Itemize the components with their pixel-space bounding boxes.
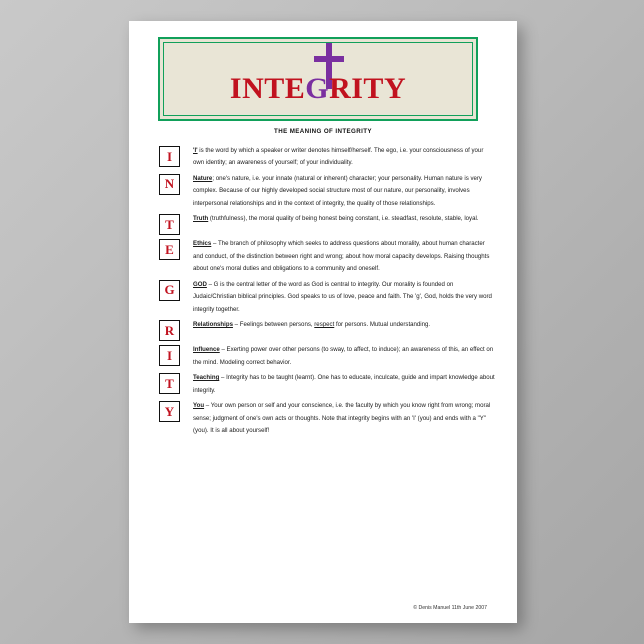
poster — [129, 21, 517, 623]
entry-row — [129, 344, 517, 369]
entry-text: 'I' is the word by which a speaker or writer denotes himself/herself. The ego, i.e. your consciousness of your own identity; an awareness of yourself; of your individuality. — [193, 147, 484, 167]
copyright-credit: © Denis Manuel 11th June 2007 — [413, 605, 487, 611]
entry-text: Teaching – Integrity has to be taught (learnt). One has to educate, inculcate, guide and impart knowledge about integrity. — [193, 374, 495, 394]
entry-row — [129, 319, 517, 341]
entry-letter-box: T — [159, 214, 180, 235]
entry-row — [129, 279, 517, 316]
entry-row — [129, 173, 517, 210]
entry-letter-box: Y — [159, 401, 180, 422]
entry-text: Ethics – The branch of philosophy which seeks to address questions about morality, about human character and conduct, of the distinction between right and wrong; about how moral capacity develops. Raising thoughts about one's moral duties and obligations to a community and oneself. — [193, 240, 490, 273]
entry-text: GOD – G is the central letter of the word as God is central to integrity. Our morality is founded on Judaic/Christian biblical principles. God speaks to us of love, peace and faith. The 'g', God, holds the very word integrity together. — [193, 280, 492, 313]
entry-letter-box: N — [159, 174, 180, 195]
title-part-g: G — [305, 72, 330, 105]
entry-text: Relationships – Feelings between persons, respect for persons. Mutual understanding. — [193, 321, 431, 329]
entry-row — [129, 238, 517, 275]
entry-letter-box: I — [159, 146, 180, 167]
entry-letter-box: T — [159, 373, 180, 394]
entry-list — [129, 145, 517, 441]
title-part-1: INTE — [229, 72, 306, 105]
title-part-2: RITY — [329, 72, 407, 105]
poster-subtitle: THE MEANING OF INTEGRITY — [274, 128, 372, 135]
entry-text: You – Your own person or self and your conscience, i.e. the faculty by which you know right from wrong; moral sense; judgment of one's own acts or thoughts. Note that integrity begins with an 'I' (you) and ends with a "Y" (you). It is all about yourself! — [193, 402, 491, 435]
entry-text: Nature; one's nature, i.e. your innate (natural or inherent) character; your personality. Human nature is very complex. Because of our highly developed social structure most of our nature, our personality, involves interpersonal relationships and in the context of integrity, the quality of those relationships. — [193, 174, 482, 207]
entry-letter-box: G — [159, 280, 180, 301]
entry-text: Truth (truthfulness), the moral quality of being honest being constant, i.e. steadfast, resolute, stable, loyal. — [193, 215, 479, 223]
entry-letter-box: R — [159, 320, 180, 341]
title-banner — [158, 37, 478, 121]
entry-row — [129, 372, 517, 397]
poster-title — [160, 72, 476, 106]
entry-row — [129, 145, 517, 170]
entry-row — [129, 400, 517, 437]
entry-letter-box: E — [159, 239, 180, 260]
entry-text: Influence – Exerting power over other persons (to sway, to affect, to induce); an awareness of this, an effect on the mind. Modeling correct behavior. — [193, 346, 494, 366]
entry-letter-box: I — [159, 345, 180, 366]
entry-row — [129, 213, 517, 235]
